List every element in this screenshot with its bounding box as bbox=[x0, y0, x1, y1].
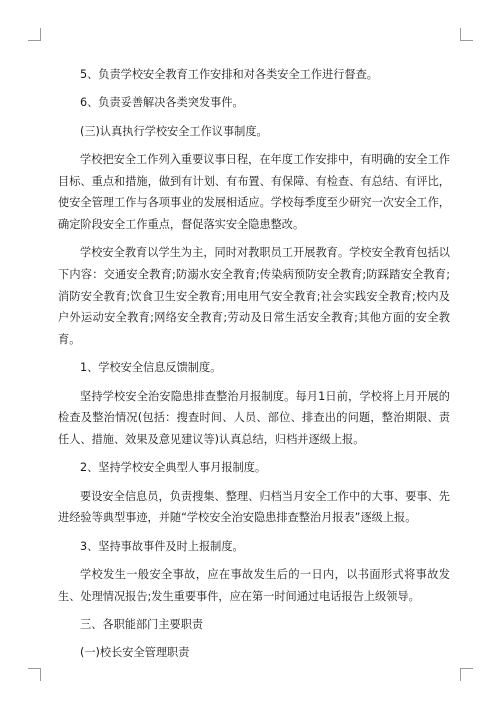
body-paragraph: 要设安全信息员，负责搜集、整理、归档当月安全工作中的大事、要事、先进经验等典型事迹，并随“学校安全治安隐患排查整治月报表”逐级上报。 bbox=[58, 489, 450, 525]
body-paragraph: 学校把安全工作列入重要议事日程，在年度工作安排中，有明确的安全工作目标、重点和措施，做到有计划、有布置、有保障、有检查、有总结、有评比，使安全管理工作与各项事业的发展相适应。学校每季度至少研究一次安全工作，确定阶段安全工作重点，督促落实安全隐患整改。 bbox=[58, 152, 450, 231]
body-paragraph: 学校安全教育以学生为主，同时对教职员工开展教育。学校安全教育包括以下内容：交通安全教育;防溺水安全教育;传染病预防安全教育;防踩踏安全教育;消防安全教育;饮食卫生安全教育;用电用气安全教育;社会实践安全教育;校内及户外运动安全教育;网络安全教育;劳动及日常生活安全教育;其他方面的安全教育。 bbox=[58, 246, 450, 347]
crop-mark-top-left bbox=[28, 28, 41, 41]
section-heading-main: 三、各职能部门主要职责 bbox=[80, 618, 204, 631]
list-item-duty-6: 6、负责妥善解决各类突发事件。 bbox=[80, 96, 244, 110]
section-heading-1: (一)校长安全管理职责 bbox=[80, 646, 190, 660]
subheading-2: 2、坚持学校安全典型人事月报制度。 bbox=[80, 461, 267, 475]
section-heading-3: (三)认真执行学校安全工作议事制度。 bbox=[80, 124, 268, 138]
crop-mark-bottom-right bbox=[460, 668, 473, 681]
body-paragraph: 坚持学校安全治安隐患排查整治月报制度。每月1日前，学校将上月开展的检查及整治情况(包括：搜查时间、人员、部位、排查出的问题，整治期限、责任人、措施、效果及意见建议等)认真总结，归档并逐级上报。 bbox=[58, 389, 450, 447]
crop-mark-top-right bbox=[460, 28, 473, 41]
crop-mark-bottom-left bbox=[28, 668, 41, 681]
list-item-duty-5: 5、负责学校安全教育工作安排和对各类安全工作进行督查。 bbox=[80, 68, 378, 81]
subheading-1: 1、学校安全信息反馈制度。 bbox=[80, 361, 222, 375]
subheading-3: 3、坚持事故事件及时上报制度。 bbox=[80, 539, 244, 553]
body-paragraph: 学校发生一般安全事故，应在事故发生后的一日内，以书面形式将事故发生、处理情况报告;发生重要事件，应在第一时间通过电话报告上级领导。 bbox=[58, 568, 450, 603]
document-body bbox=[58, 64, 450, 664]
